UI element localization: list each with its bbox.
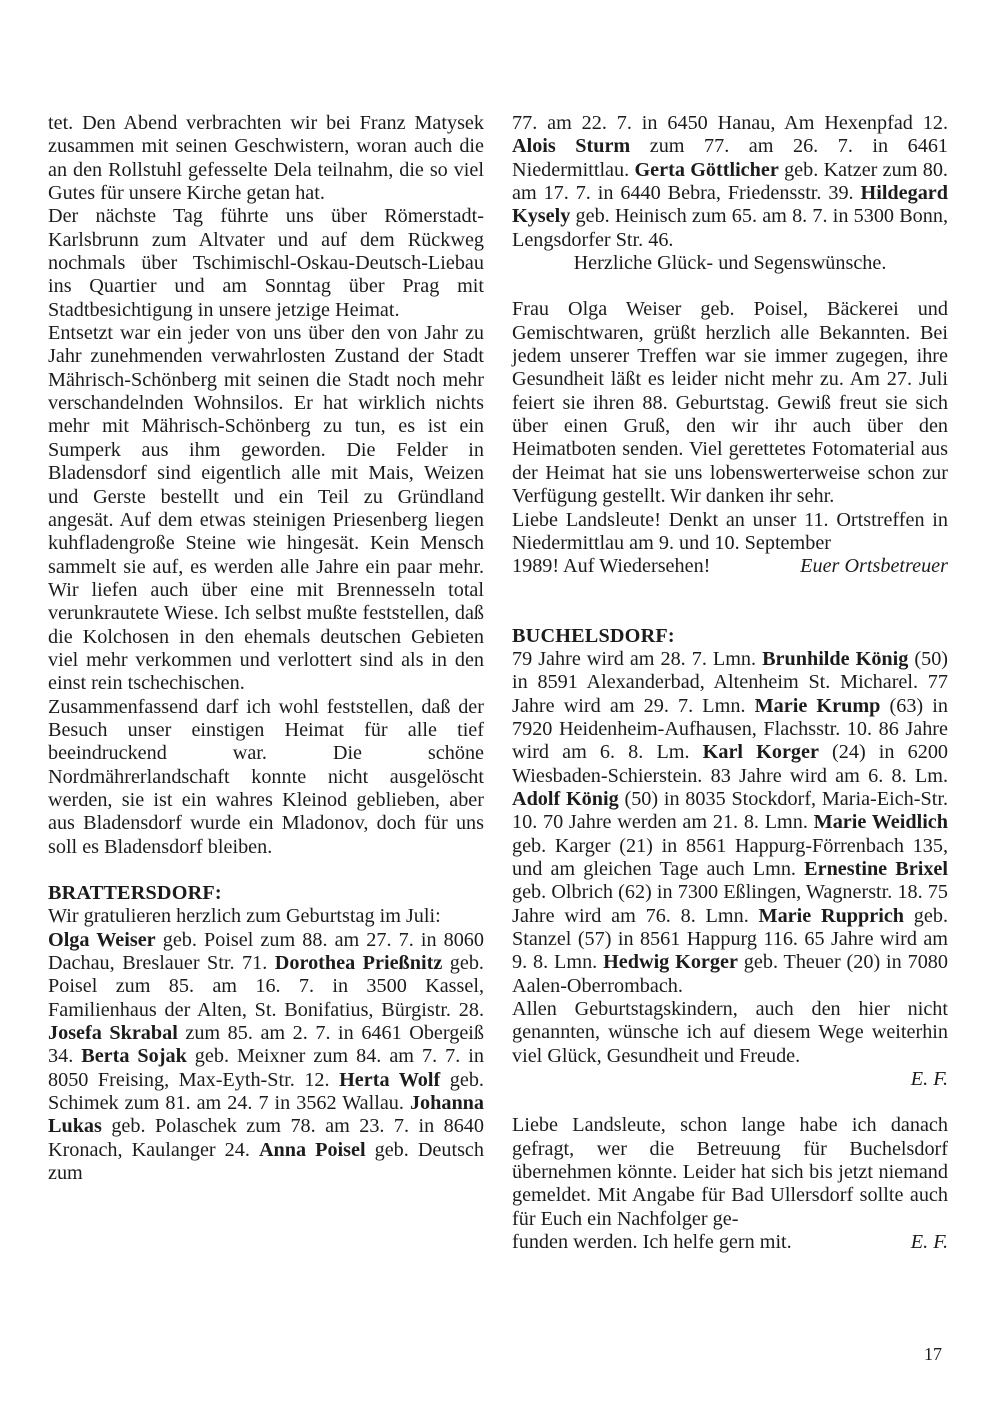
person-name: Marie Krump (754, 694, 881, 717)
brattersdorf-intro: Wir gratulieren herzlich zum Geburtstag im Juli: (48, 905, 441, 928)
paragraph-allen-wishes: Allen Geburtstagskindern, auch den hier nicht genannten, wünsche ich auf diesem Wege weiterhin viel Glück, Gesundheit und Freude. (512, 998, 948, 1067)
buchelsdorf-birthday-list: 79 Jahre wird am 28. 7. Lmn. Brunhilde König (50) in 8591 Alexanderbad, Altenheim St. Micharel. 77 Jahre wird am 29. 7. Lmn. Marie Krump (63) in 7920 Heidenheim-Aufhausen, Flachsstr. 10. 86 Jahre wird am 6. 8. Lm. Karl Korger (24) in 6200 Wiesbaden-Schierstein. 83 Jahre wird am 6. 8. Lm. Adolf König (50) in 8035 Stockdorf, Maria-Eich-Str. 10. 70 Jahre werden am 21. 8. Lmn. Marie Weidlich geb. Karger (21) in 8561 Happurg-Förrenbach 135, und am gleichen Tage auch Lmn. Ernestine Brixel geb. Olbrich (62) in 7300 Eßlingen, Wagnerstr. 18. 75 Jahre wird am 76. 8. Lmn. Marie Rupprich geb. Stanzel (57) in 8561 Happurg 116. 65 Jahre wird am 9. 8. Lmn. Hedwig Korger geb. Theuer (20) in 7080 Aalen-Oberrombach. (512, 647, 949, 997)
signature: E. F. (910, 1231, 948, 1254)
paragraph-olga-weiser: Frau Olga Weiser geb. Poisel, Bäckerei und Gemischtwaren, grüßt herzlich alle Bekannten. Bei jedem unserer Treffen war sie immer zugegen, ihre Gesundheit läßt es leider nicht mehr zu. Am 27. Juli feiert sie ihren 88. Geburtstag. Gewiß freut sie sich über einen Gruß, den wir ihr auch über den Heimatboten senden. Viel gerettetes Fotomaterial aus der Heimat hat sie uns lobenswerterweise schon zur Verfügung gestellt. Wir danken ihr sehr. (512, 298, 948, 508)
paragraph-summary: Zusammenfassend darf ich wohl feststellen, daß der Besuch unser einstigen Heimat für alle tief beeindruckend war. Die schöne Nordmährerlandschaft konnte nicht ausgelöscht werden, sie ist ein wahres Kleinod geblieben, aber aus Bladensdorf wurde ein Mladonov, doch für uns soll es Bladensdorf bleiben. (48, 695, 484, 858)
paragraph-town-condition: Entsetzt war ein jeder von uns über den von Jahr zu Jahr zunehmenden verwahrlosten Zustand der Stadt Mährisch-Schönberg mit seinen die Stadt noch mehr verschandelnden Wohnsilos. Er hat wirklich nichts mehr mit Mährisch-Schönberg zu tun, es ist ein Sumperk aus ihm geworden. Die Felder in Bladensdorf sind eigentlich alle mit Mais, Weizen und Gerste bestellt und ein Teil zu Gründland angesät. Auf dem etwas steinigen Priesenberg liegen kuhfladengroße Steine wie hingesät. Kein Mensch sammelt sie auf, es werden alle Jahre ein paar mehr. Wir liefen auch über eine mit Brennesseln total verunkrautete Wiese. Ich selbst mußte feststellen, daß die Kolchosen in den ehemals deutschen Gebieten viel mehr verkommen und verlottert sind als in den einst rein tschechischen. (48, 322, 484, 695)
ortstreffen-closing: 1989! Auf Wiedersehen! Euer Ortsbetreuer (512, 555, 948, 578)
person-name: Josefa Skrabal (48, 1022, 178, 1045)
person-name: Herta Wolf (339, 1068, 441, 1091)
page-number: 17 (924, 1344, 942, 1364)
left-column (48, 112, 484, 1185)
right-column (512, 112, 948, 1254)
paragraph-ortstreffen: Liebe Landsleute! Denkt an unser 11. Ortstreffen in Niedermittlau am 9. und 10. September (512, 508, 948, 554)
person-name: Adolf König (512, 787, 619, 810)
buchelsdorf-heading: BUCHELSDORF: (512, 624, 675, 647)
person-name: Karl Korger (702, 741, 819, 764)
brattersdorf-birthday-list-cont: 77. am 22. 7. in 6450 Hanau, Am Hexenpfad 12. Alois Sturm zum 77. am 26. 7. in 6461 Niedermittlau. Gerta Göttlicher geb. Katzer zum 80. am 17. 7. in 6440 Bebra, Friedensstr. 39. Hildegard Kysely geb. Heinisch zum 65. am 8. 7. in 5300 Bonn, Lengsdorfer Str. 46. (512, 112, 949, 251)
person-name: Olga Weiser (48, 928, 156, 951)
person-name: Marie Rupprich (758, 904, 905, 927)
paragraph-evening-visit: tet. Den Abend verbrachten wir bei Franz Matysek zusammen mit seinen Geschwistern, woran auch die an den Rollstuhl gefesselte Dela teilnahm, die so viel Gutes für unsere Kirche getan hat. (48, 112, 484, 205)
person-name: Hildegard Kysely (512, 182, 948, 228)
signature: E. F. (910, 1068, 948, 1091)
signature: Euer Ortsbetreuer (800, 555, 948, 578)
person-name: Gerta Göttlicher (634, 158, 779, 181)
person-name: Berta Sojak (81, 1045, 187, 1068)
person-name: Johanna Lukas (48, 1092, 484, 1138)
person-name: Hedwig Korger (603, 951, 738, 974)
person-name: Ernestine Brixel (804, 857, 948, 880)
person-name: Dorothea Prießnitz (274, 952, 443, 975)
person-name: Anna Poisel (258, 1138, 366, 1161)
person-name: Marie Weidlich (813, 811, 948, 834)
wishes-line: Herzliche Glück- und Segenswünsche. (573, 252, 887, 275)
paragraph-next-day: Der nächste Tag führte uns über Römerstadt-Karlsbrunn zum Altvater und auf dem Rückweg nochmals über Tschimischl-Oskau-Deutsch-Liebau ins Quartier und am Sonntag über Prag mit Stadtbesichtigung in unsere jetzige Heimat. (48, 205, 484, 321)
person-name: Brunhilde König (762, 647, 909, 670)
paragraph-successor: Liebe Landsleute, schon lange habe ich danach gefragt, wer die Betreuung für Buchelsdorf übernehmen könnte. Leider hat sich bis jetzt niemand gemeldet. Mit Angabe für Bad Ullersdorf sollte auch für Euch ein Nachfolger ge- (512, 1114, 948, 1230)
brattersdorf-birthday-list: Olga Weiser geb. Poisel zum 88. am 27. 7. in 8060 Dachau, Breslauer Str. 71. Dorothea Prießnitz geb. Poisel zum 85. am 16. 7. in 3500 Kassel, Familienhaus der Alten, St. Bonifatius, Bürgistr. 28. Josefa Skrabal zum 85. am 2. 7. in 6461 Obergeiß 34. Berta Sojak geb. Meixner zum 84. am 7. 7. in 8050 Freising, Max-Eyth-Str. 12. Herta Wolf geb. Schimek zum 81. am 24. 7 in 3562 Wallau. Johanna Lukas geb. Polaschek zum 78. am 23. 7. in 8640 Kronach, Kaulanger 24. Anna Poisel geb. Deutsch zum (48, 928, 484, 1185)
brattersdorf-heading: BRATTERSDORF: (48, 882, 222, 904)
person-name: Alois Sturm (512, 135, 631, 158)
successor-closing: funden werden. Ich helfe gern mit. E. F. (512, 1231, 948, 1254)
